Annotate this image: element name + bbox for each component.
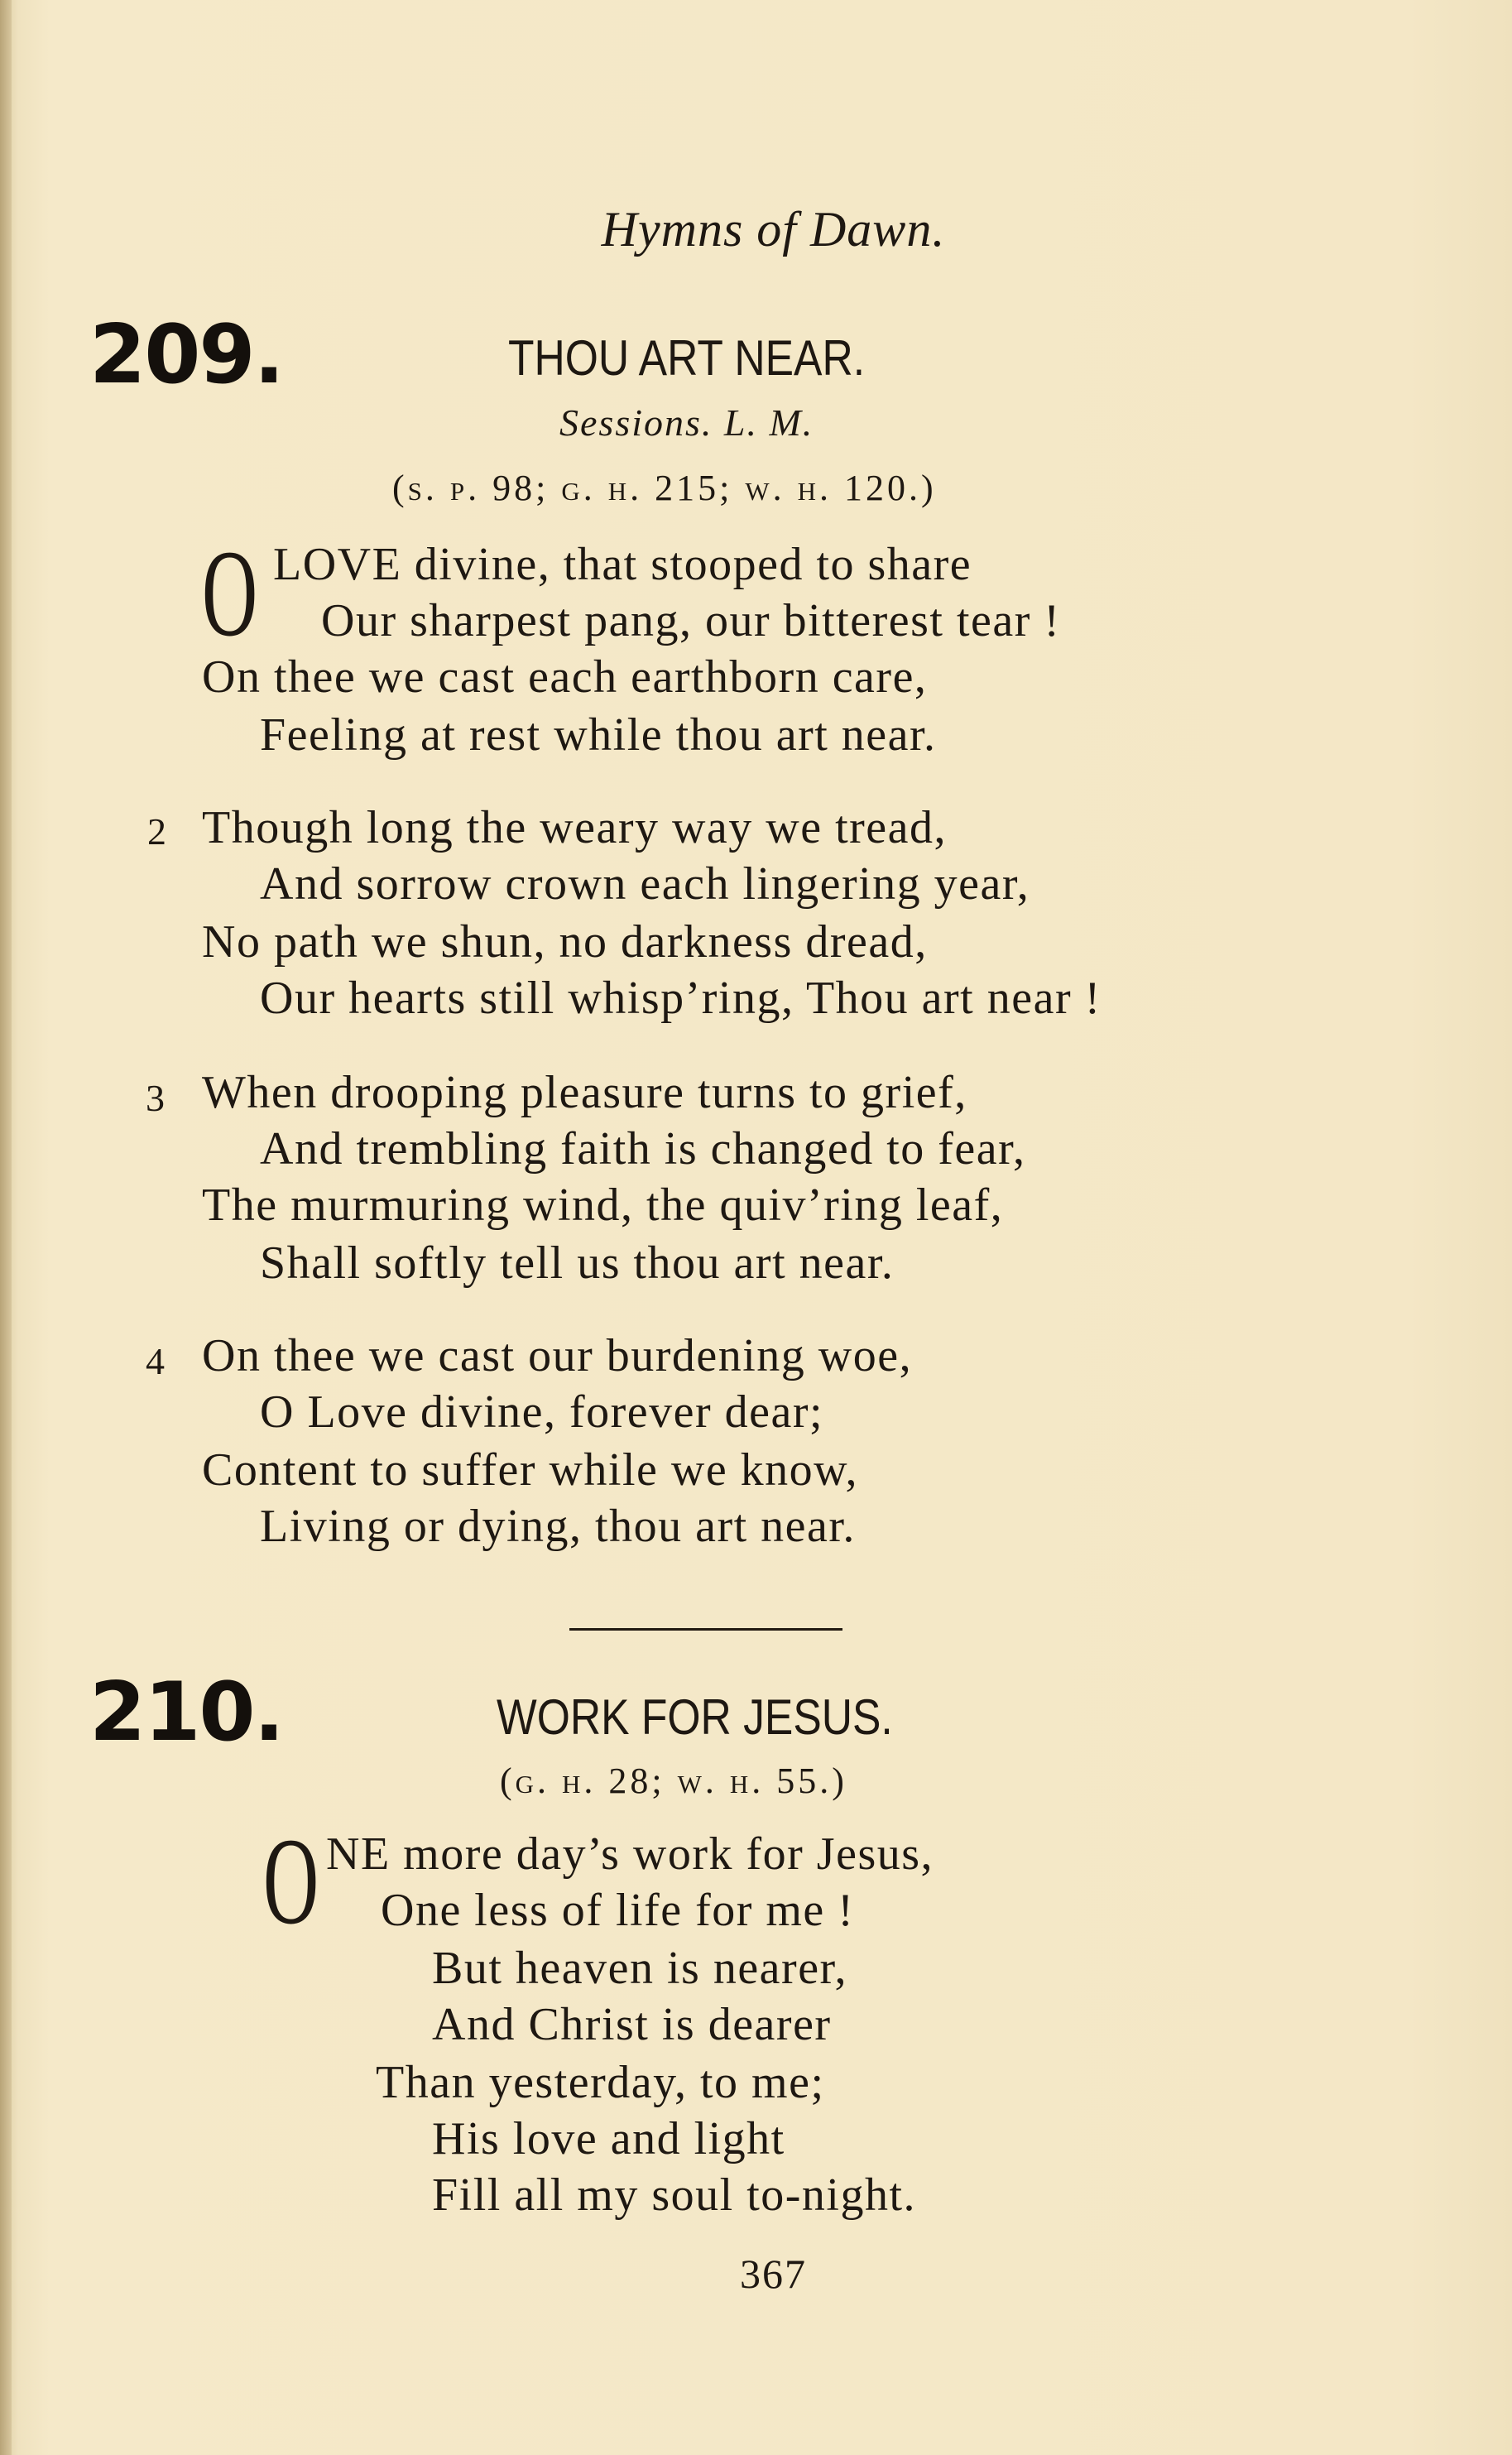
- verse-line: Content to suffer while we know,: [202, 1444, 858, 1496]
- verse-line: Living or dying, thou art near.: [260, 1501, 856, 1552]
- verse-line: Shall softly tell us thou art near.: [260, 1237, 895, 1289]
- page-number: 367: [740, 2251, 807, 2297]
- verse-line: Than yesterday, to me;: [376, 2057, 825, 2108]
- verse-line: No path we shun, no darkness dread,: [202, 916, 928, 968]
- book-spine-edge: [0, 0, 12, 2455]
- verse-line: Our hearts still whisp’ring, Thou art near !: [260, 973, 1102, 1024]
- verse-line: NE more day’s work for Jesus,: [326, 1828, 934, 1880]
- verse-line: And Christ is dearer: [432, 1999, 832, 2050]
- verse-line: On thee we cast each earthborn care,: [202, 651, 928, 703]
- verse-line: His love and light: [432, 2113, 785, 2164]
- running-head: Hymns of Dawn.: [601, 202, 946, 257]
- stanza-number: 2: [147, 810, 166, 853]
- stanza-number: 4: [146, 1340, 165, 1382]
- verse-line: Fill all my soul to-night.: [432, 2169, 917, 2221]
- tune-name: Sessions. L. M.: [559, 401, 814, 444]
- verse-line: And trembling faith is changed to fear,: [260, 1123, 1026, 1175]
- hymn-title: THOU ART NEAR.: [508, 330, 866, 386]
- verse-line: And sorrow crown each lingering year,: [260, 858, 1030, 910]
- hymnal-references: (s. p. 98; g. h. 215; w. h. 120.): [392, 468, 937, 508]
- verse-line: Feeling at rest while thou art near.: [260, 709, 937, 761]
- verse-line: When drooping pleasure turns to grief,: [202, 1067, 967, 1118]
- drop-cap: O: [202, 525, 258, 662]
- drop-cap: O: [263, 1813, 319, 1950]
- hymnal-references: (g. h. 28; w. h. 55.): [500, 1761, 847, 1801]
- verse-line: One less of life for me !: [381, 1885, 855, 1936]
- hymn-number: 210.: [89, 1665, 283, 1760]
- verse-line: LOVE divine, that stooped to share: [273, 539, 972, 590]
- hymn-title: WORK FOR JESUS.: [497, 1689, 893, 1745]
- verse-line: Though long the weary way we tread,: [202, 802, 947, 853]
- verse-line: The murmuring wind, the quiv’ring leaf,: [202, 1179, 1004, 1231]
- verse-line: O Love divine, forever dear;: [260, 1386, 824, 1438]
- verse-line: But heaven is nearer,: [432, 1943, 847, 1994]
- section-divider: [569, 1628, 842, 1631]
- stanza-number: 3: [146, 1077, 165, 1119]
- verse-line: On thee we cast our burdening woe,: [202, 1330, 913, 1381]
- verse-line: Our sharpest pang, our bitterest tear !: [321, 595, 1061, 646]
- hymn-number: 209.: [89, 308, 283, 402]
